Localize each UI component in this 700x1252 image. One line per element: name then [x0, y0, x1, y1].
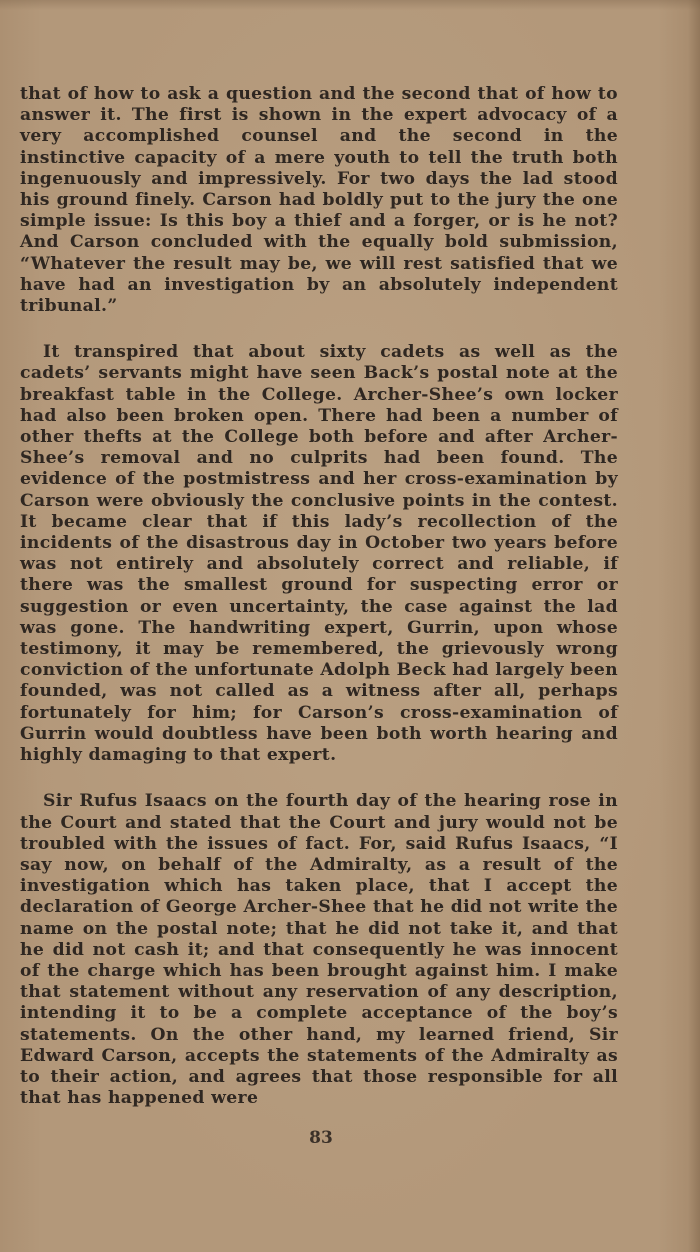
paragraph-continuation: that of how to ask a question and the second that of how to answer it. The first is shown in the expert advocacy of a very accomplished counsel and the second in the instinctive capacity of a mere youth to tell the truth both ingenuously and impressively. For two days the lad stood his ground finely. Carson had boldly put to the jury the one simple issue: Is this boy a thief and a forger, or is he not? And Carson concluded with the equally bold submission, “Whatever the result may be, we will rest satisfied that we have had an investigation by an absolutely independent tribunal.”: [20, 84, 618, 317]
paragraph-rufus-isaacs-statement: Sir Rufus Isaacs on the fourth day of the hearing rose in the Court and stated that the Court and jury would not be troubled with the issues of fact. For, said Rufus Isaacs, “I say now, on behalf of the Admiralty, as a result of the investigation which has taken place, that I accept the declaration of George Archer-Shee that he did not write the name on the postal note; that he did not take it, and that he did not cash it; and that consequently he was innocent of the charge which has been brought against him. I make that statement without any reservation of any description, intending it to be a complete acceptance of the boy’s statements. On the other hand, my learned friend, Sir Edward Carson, accepts the statements of the Admiralty as to their action, and agrees that those responsible for all that has happened were: [20, 791, 618, 1109]
paragraph-cadets-evidence: It transpired that about sixty cadets as well as the cadets’ servants might have seen Back’s postal note at the breakfast table in the College. Archer-Shee’s own locker had also been broken open. There had been a number of other thefts at the College both before and after Archer-Shee’s removal and no culprits had been found. The evidence of the postmistress and her cross-examination by Carson were obviously the conclusive points in the contest. It became clear that if this lady’s recollection of the incidents of the disastrous day in October two years before was not entirely and absolutely correct and reliable, if there was the smallest ground for suspecting error or suggestion or even uncertainty, the case against the lad was gone. The handwriting expert, Gurrin, upon whose testimony, it may be remembered, the grievously wrong conviction of the unfortunate Adolph Beck had largely been founded, was not called as a witness after all, perhaps fortunately for him; for Carson’s cross-examination of Gurrin would doubtless have been both worth hearing and highly damaging to that expert.: [20, 342, 619, 766]
page-right-edge: [688, 0, 700, 1252]
book-page-text: [20, 84, 618, 1109]
page-number: 83: [309, 1128, 333, 1148]
page-top-edge: [0, 0, 700, 10]
